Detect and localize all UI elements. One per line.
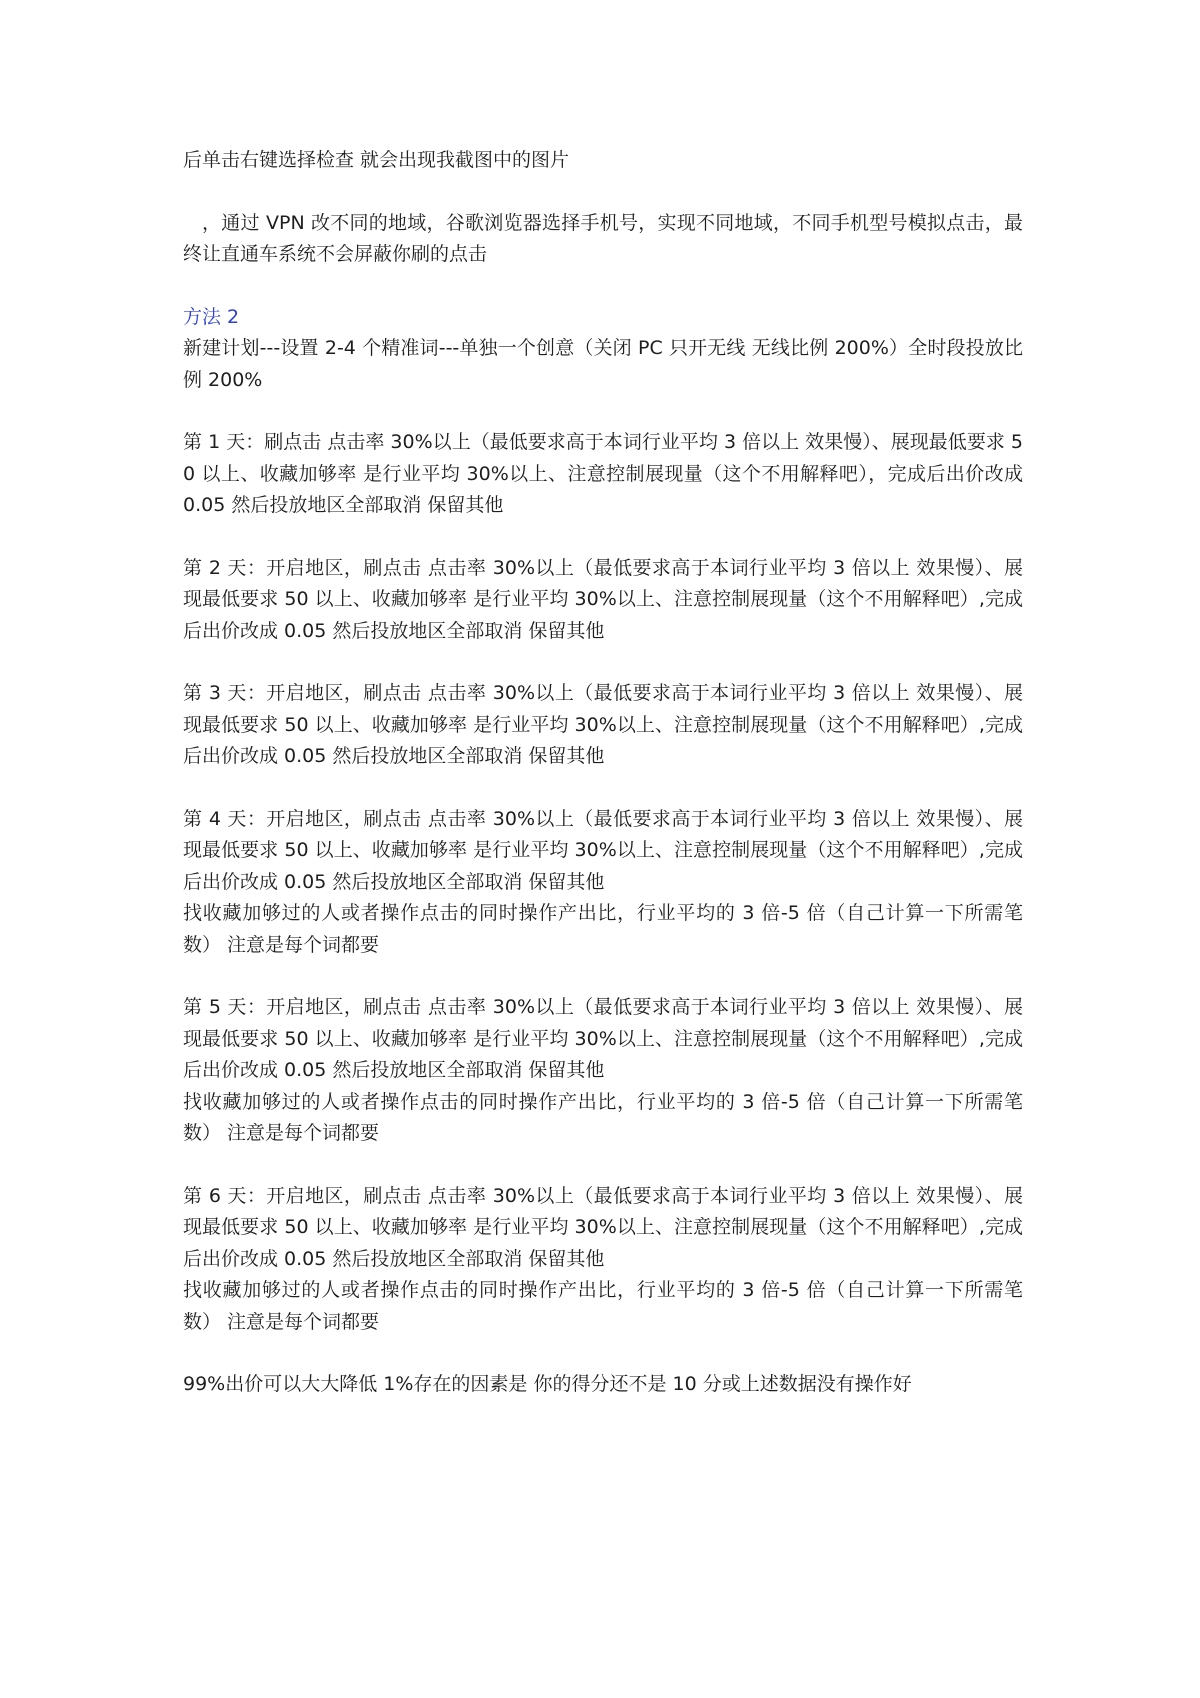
day-6-block bbox=[183, 1181, 1023, 1339]
day-6-extra: 找收藏加够过的人或者操作点击的同时操作产出比，行业平均的 3 倍-5 倍（自己计算一下所需笔数） 注意是每个词都要 bbox=[183, 1279, 1023, 1333]
method-heading: 方法 2 bbox=[183, 305, 240, 328]
day-1-block bbox=[183, 427, 1023, 522]
document-body bbox=[183, 145, 1023, 1401]
day-4-block bbox=[183, 804, 1023, 962]
conclusion-text: 99%出价可以大大降低 1%存在的因素是 你的得分还不是 10 分或上述数据没有操作好 bbox=[183, 1373, 912, 1395]
day-5-text: 第 5 天：开启地区，刷点击 点击率 30%以上（最低要求高于本词行业平均 3 倍以上 效果慢）、展现最低要求 50 以上、收藏加够率 是行业平均 30%以上、注意控制展现量（这个不用解释吧）,完成后出价改成 0.05 然后投放地区全部取消 保留其他 bbox=[183, 996, 1023, 1081]
day-3-text: 第 3 天：开启地区，刷点击 点击率 30%以上（最低要求高于本词行业平均 3 倍以上 效果慢）、展现最低要求 50 以上、收藏加够率 是行业平均 30%以上、注意控制展现量（这个不用解释吧）,完成后出价改成 0.05 然后投放地区全部取消 保留其他 bbox=[183, 682, 1023, 767]
intro-line-1: 后单击右键选择检查 就会出现我截图中的图片 bbox=[183, 149, 570, 171]
day-2-block bbox=[183, 553, 1023, 648]
day-3-block bbox=[183, 678, 1023, 773]
day-4-extra: 找收藏加够过的人或者操作点击的同时操作产出比，行业平均的 3 倍-5 倍（自己计算一下所需笔数） 注意是每个词都要 bbox=[183, 902, 1023, 956]
day-2-text: 第 2 天：开启地区，刷点击 点击率 30%以上（最低要求高于本词行业平均 3 倍以上 效果慢）、展现最低要求 50 以上、收藏加够率 是行业平均 30%以上、注意控制展现量（这个不用解释吧）,完成后出价改成 0.05 然后投放地区全部取消 保留其他 bbox=[183, 556, 1023, 642]
day-1-text: 第 1 天：刷点击 点击率 30%以上（最低要求高于本词行业平均 3 倍以上 效果慢）、展现最低要求 50 以上、收藏加够率 是行业平均 30%以上、注意控制展现量（这个不用解释吧），完成后出价改成 0.05 然后投放地区全部取消 保留其他 bbox=[183, 431, 1023, 516]
day-6-text: 第 6 天：开启地区，刷点击 点击率 30%以上（最低要求高于本词行业平均 3 倍以上 效果慢）、展现最低要求 50 以上、收藏加够率 是行业平均 30%以上、注意控制展现量（这个不用解释吧）,完成后出价改成 0.05 然后投放地区全部取消 保留其他 bbox=[183, 1184, 1023, 1270]
day-4-text: 第 4 天：开启地区，刷点击 点击率 30%以上（最低要求高于本词行业平均 3 倍以上 效果慢）、展现最低要求 50 以上、收藏加够率 是行业平均 30%以上、注意控制展现量（这个不用解释吧）,完成后出价改成 0.05 然后投放地区全部取消 保留其他 bbox=[183, 807, 1023, 893]
method-setup: 新建计划---设置 2-4 个精准词---单独一个创意（关闭 PC 只开无线 无线比例 200%）全时段投放比例 200% bbox=[183, 337, 1023, 391]
intro-line-2: ，通过 VPN 改不同的地域，谷歌浏览器选择手机号，实现不同地域，不同手机型号模拟点击，最终让直通车系统不会屏蔽你刷的点击 bbox=[183, 211, 1023, 265]
day-5-block bbox=[183, 992, 1023, 1150]
day-5-extra: 找收藏加够过的人或者操作点击的同时操作产出比，行业平均的 3 倍-5 倍（自己计算一下所需笔数） 注意是每个词都要 bbox=[183, 1090, 1023, 1144]
